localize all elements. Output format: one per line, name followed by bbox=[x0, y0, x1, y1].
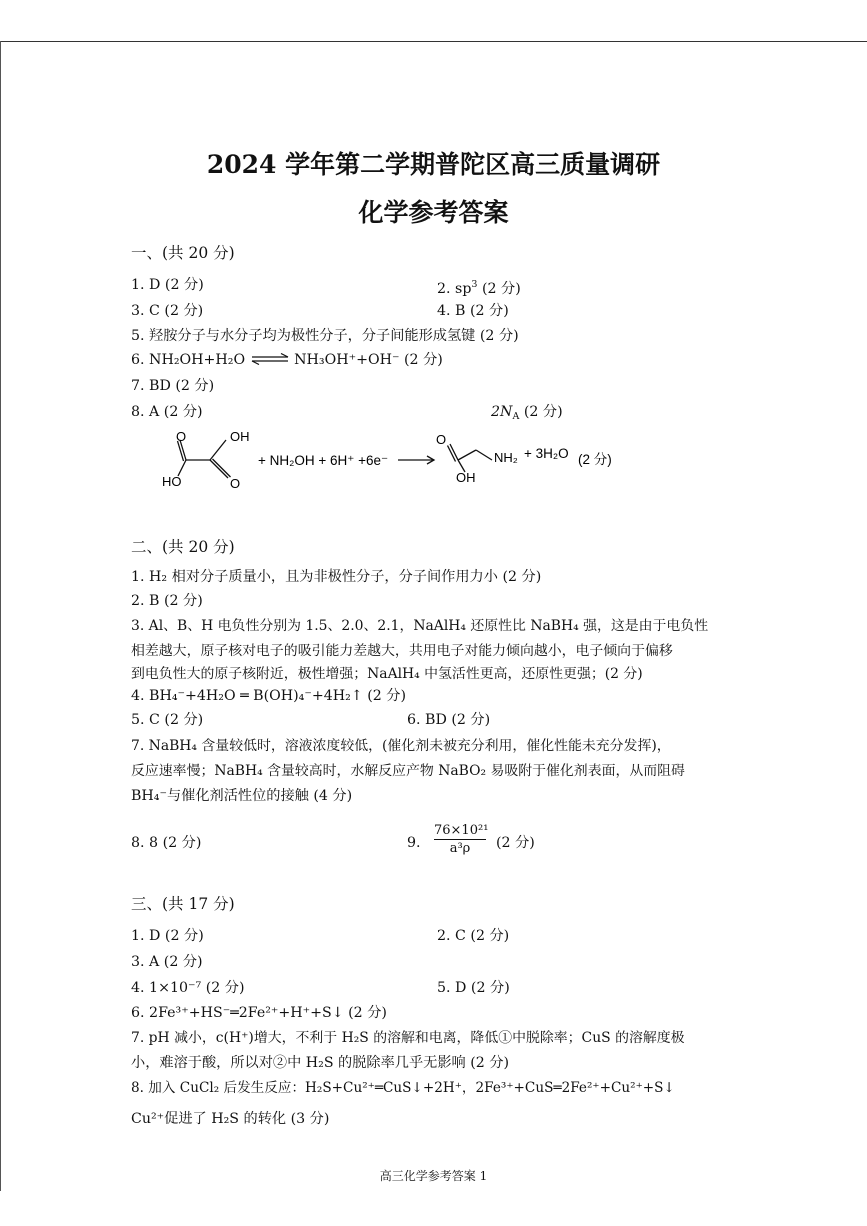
s2-answer-8: 8. 8 (2 分) bbox=[131, 835, 202, 851]
s1-answer-2-text: 2. sp bbox=[437, 281, 472, 297]
s2-answer-1: 1. H₂ 相对分子质量小，且为非极性分子，分子间作用力小 (2 分) bbox=[131, 569, 542, 585]
s1-answer-1: 1. D (2 分) bbox=[131, 277, 204, 293]
s2-answer-7-line-1: 7. NaBH₄ 含量较低时，溶液浓度较低，(催化剂未被充分利用，催化性能未充分发挥)， bbox=[131, 738, 671, 754]
page-title: 2024 学年第二学期普陀区高三质量调研 bbox=[206, 150, 661, 179]
product-label-oh: OH bbox=[456, 470, 476, 485]
rxn-label-o-bottom: O bbox=[230, 476, 241, 491]
s3-answer-8-line-1: 8. 加入 CuCl₂ 后发生反应：H₂S+Cu²⁺═CuS↓+2H⁺，2Fe³⁺+CuS═2Fe²⁺+Cu²⁺+S↓ bbox=[131, 1080, 675, 1096]
rxn-label-ho: HO bbox=[162, 474, 182, 489]
reaction-scheme bbox=[150, 424, 630, 494]
equilibrium-arrow-icon bbox=[250, 353, 290, 365]
s1-answer-8-na-sub: A bbox=[512, 411, 520, 422]
s1-answer-4: 4. B (2 分) bbox=[437, 303, 509, 319]
rxn-label-o-top: O bbox=[176, 429, 187, 444]
s3-answer-7-line-1: 7. pH 减小，c(H⁺)增大，不利于 H₂S 的溶解和电离，降低①中脱除率；CuS 的溶解度极 bbox=[131, 1030, 685, 1046]
s2-answer-3-line-1: 3. Al、B、H 电负性分别为 1.5、2.0、2.1，NaAlH₄ 还原性比 NaBH₄ 强，这是由于电负性 bbox=[131, 618, 709, 634]
s1-answer-8: 8. A (2 分) bbox=[131, 404, 203, 420]
s2-answer-5: 5. C (2 分) bbox=[131, 712, 204, 728]
s3-answer-4: 4. 1×10⁻⁷ (2 分) bbox=[131, 980, 245, 996]
section-3-heading: 三、(共 17 分) bbox=[131, 895, 235, 913]
s2-answer-9-label: 9. bbox=[407, 835, 421, 851]
s3-answer-8-line-2: Cu²⁺促进了 H₂S 的转化 (3 分) bbox=[131, 1111, 330, 1127]
s1-answer-6-right: NH₃OH⁺+OH⁻ (2 分) bbox=[294, 352, 443, 368]
s3-answer-5: 5. D (2 分) bbox=[437, 980, 510, 996]
s1-answer-8-na bbox=[491, 403, 563, 426]
s1-answer-5: 5. 羟胺分子与水分子均为极性分子，分子间能形成氢键 (2 分) bbox=[131, 328, 519, 344]
s3-answer-2: 2. C (2 分) bbox=[437, 928, 510, 944]
s1-answer-2-score: (2 分) bbox=[477, 281, 521, 297]
section-1-heading: 一、(共 20 分) bbox=[131, 244, 235, 262]
rxn-reagents: + NH₂OH + 6H⁺ +6e⁻ bbox=[258, 453, 389, 468]
page-subtitle: 化学参考答案 bbox=[358, 198, 509, 227]
s1-answer-2-sup: 3 bbox=[471, 279, 478, 290]
product-label-nh2: NH₂ bbox=[494, 450, 518, 465]
s1-answer-7: 7. BD (2 分) bbox=[131, 378, 215, 394]
page-footer: 高三化学参考答案 1 bbox=[379, 1169, 488, 1183]
s2-answer-3-line-2: 相差越大，原子核对电子的吸引能力差越大，共用电子对能力倾向越小，电子倾向于偏移 bbox=[131, 643, 673, 659]
s2-answer-6: 6. BD (2 分) bbox=[407, 712, 491, 728]
s2-answer-9-fraction bbox=[434, 823, 489, 856]
s2-answer-7-line-3: BH₄⁻与催化剂活性位的接触 (4 分) bbox=[131, 788, 353, 804]
s3-answer-1: 1. D (2 分) bbox=[131, 928, 204, 944]
fraction-numerator: 76×10²¹ bbox=[434, 823, 489, 838]
s1-answer-3: 3. C (2 分) bbox=[131, 303, 204, 319]
reaction-arrow-icon bbox=[398, 456, 434, 464]
product-tail: + 3H₂O bbox=[524, 446, 569, 461]
s1-answer-6 bbox=[131, 351, 443, 369]
page-top-border bbox=[0, 41, 867, 42]
s3-answer-3: 3. A (2 分) bbox=[131, 954, 203, 970]
s1-answer-6-left: 6. NH₂OH+H₂O bbox=[131, 352, 246, 368]
s3-answer-7-line-2: 小，难溶于酸，所以对②中 H₂S 的脱除率几乎无影响 (2 分) bbox=[131, 1055, 510, 1071]
s2-answer-9-score: (2 分) bbox=[496, 835, 535, 851]
s1-answer-8-na-text: 2N bbox=[491, 404, 513, 420]
s3-answer-6: 6. 2Fe³⁺+HS⁻═2Fe²⁺+H⁺+S↓ (2 分) bbox=[131, 1005, 387, 1021]
s1-answer-2 bbox=[437, 276, 521, 298]
s2-answer-2: 2. B (2 分) bbox=[131, 593, 203, 609]
fraction-denominator: a³ρ bbox=[449, 841, 471, 856]
s2-answer-7-line-2: 反应速率慢；NaBH₄ 含量较高时，水解反应产物 NaBO₂ 易吸附于催化剂表面，从而阻碍 bbox=[131, 763, 685, 779]
glycine-structure bbox=[448, 444, 493, 472]
product-label-o: O bbox=[436, 432, 447, 447]
section-2-heading: 二、(共 20 分) bbox=[131, 538, 235, 556]
rxn-score: (2 分) bbox=[578, 452, 612, 467]
rxn-label-oh-top: OH bbox=[230, 429, 250, 444]
s2-answer-3-line-3: 到电负性大的原子核附近，极性增强；NaAlH₄ 中氢活性更高，还原性更强；(2 分) bbox=[131, 666, 643, 682]
oxalic-acid-structure bbox=[178, 440, 231, 478]
s1-answer-8-na-score: (2 分) bbox=[519, 404, 563, 420]
s2-answer-4: 4. BH₄⁻+4H₂O ═ B(OH)₄⁻+4H₂↑ (2 分) bbox=[131, 688, 407, 704]
